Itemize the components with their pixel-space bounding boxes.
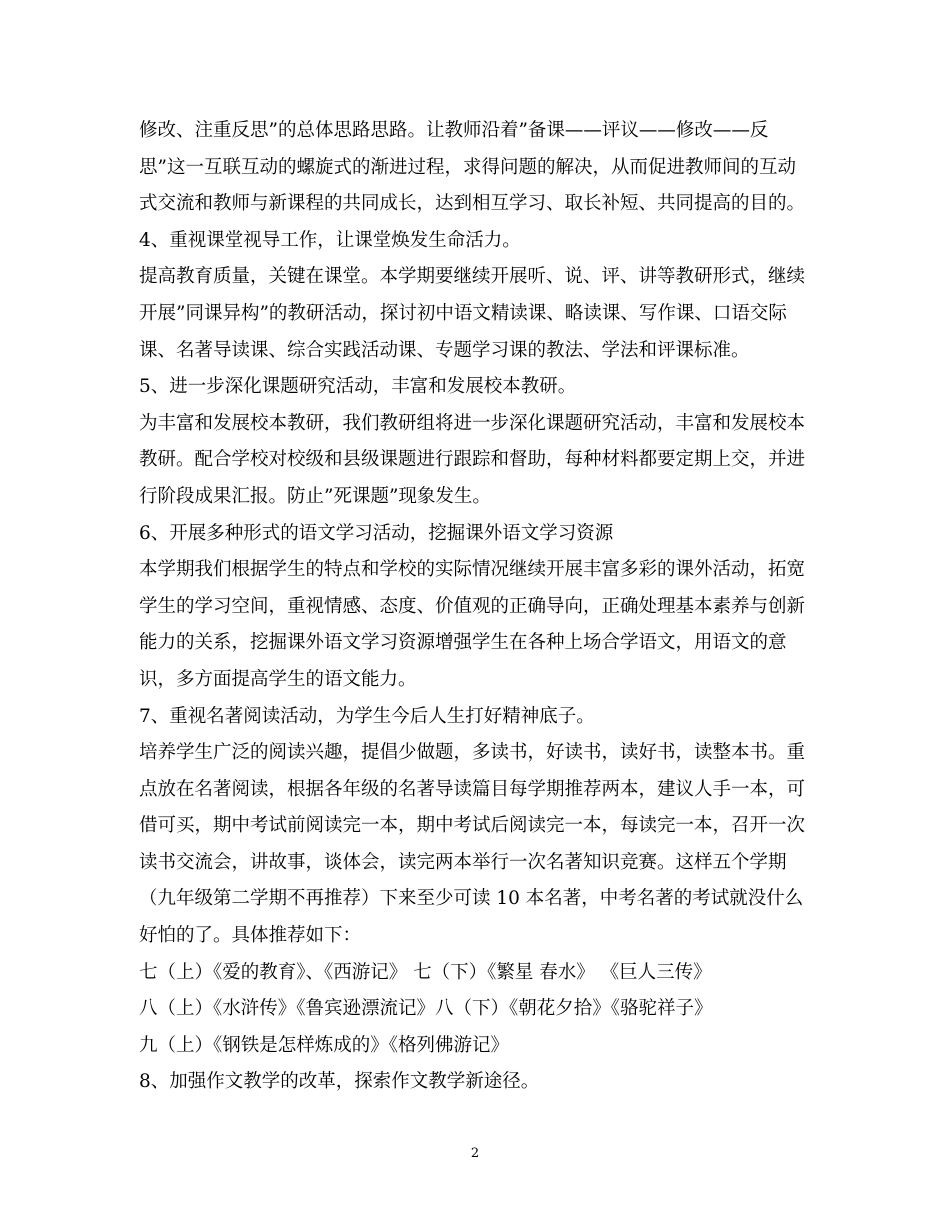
section-heading: 8、加强作文教学的改革，探索作文教学新途径。 bbox=[139, 1071, 540, 1093]
text-line: 识，多方面提高学生的语文能力。 bbox=[139, 668, 417, 690]
text-line: 提高教育质量，关键在课堂。本学期要继续开展听、说、评、讲等教研形式，继续 bbox=[139, 266, 806, 288]
text-line: 培养学生广泛的阅读兴趣，提倡少做题，多读书，好读书，读好书，读整本书。重 bbox=[139, 742, 806, 764]
text-line: 借可买，期中考试前阅读完一本，期中考试后阅读完一本，每读完一本，召开一次 bbox=[139, 815, 806, 837]
text-line: 学生的学习空间，重视情感、态度、价值观的正确导向，正确处理基本素养与创新 bbox=[139, 595, 806, 617]
text-line: 点放在名著阅读，根据各年级的名著导读篇目每学期推荐两本，建议人手一本，可 bbox=[139, 778, 806, 800]
text-line: 式交流和教师与新课程的共同成长，达到相互学习、取长补短、共同提高的目的。 bbox=[139, 193, 806, 215]
text-line: 本学期我们根据学生的特点和学校的实际情况继续开展丰富多彩的课外活动，拓宽 bbox=[139, 559, 806, 581]
page-number: 2 bbox=[470, 1146, 480, 1161]
book-list-line: 九（上）《钢铁是怎样炼成的》《格列佛游记》 bbox=[139, 1034, 510, 1056]
text-line: 能力的关系，挖掘课外语文学习资源增强学生在各种上场合学语文，用语文的意 bbox=[139, 632, 787, 654]
section-heading: 4、重视课堂视导工作，让课堂焕发生命活力。 bbox=[139, 229, 521, 251]
text-line: 读书交流会，讲故事，谈体会，读完两本举行一次名著知识竞赛。这样五个学期 bbox=[139, 851, 787, 873]
text-line: 思”这一互联互动的螺旋式的渐进过程，求得问题的解决，从而促进教师间的互动 bbox=[139, 156, 796, 178]
book-list-line: 七（上）《爱的教育》、《西游记》 七（下）《繁星 春水》 《巨人三传》 bbox=[139, 961, 712, 983]
text-line: 为丰富和发展校本教研，我们教研组将进一步深化课题研究活动，丰富和发展校本 bbox=[139, 412, 806, 434]
book-list-line: 八（上）《水浒传》《鲁宾逊漂流记》八（下）《朝花夕拾》《骆驼祥子》 bbox=[139, 998, 713, 1020]
text-line: 课、名著导读课、综合实践活动课、专题学习课的教法、学法和评课标准。 bbox=[139, 339, 750, 361]
section-heading: 6、开展多种形式的语文学习活动，挖掘课外语文学习资源 bbox=[139, 522, 614, 544]
section-heading: 7、重视名著阅读活动，为学生今后人生打好精神底子。 bbox=[139, 705, 595, 727]
text-line: 修改、注重反思”的总体思路思路。让教师沿着”备课——评议——修改——反 bbox=[139, 120, 769, 141]
text-line: 好怕的了。具体推荐如下： bbox=[139, 925, 362, 947]
text-line: 教研。配合学校对校级和县级课题进行跟踪和督助，每种材料都要定期上交，并进 bbox=[139, 449, 806, 471]
text-line: （九年级第二学期不再推荐）下来至少可读 10 本名著，中考名著的考试就没什么 bbox=[139, 888, 804, 910]
document-body bbox=[139, 113, 814, 1101]
text-line: 开展”同课异构”的教研活动，探讨初中语文精读课、略读课、写作课、口语交际 bbox=[139, 302, 787, 324]
text-line: 行阶段成果汇报。防止”死课题”现象发生。 bbox=[139, 485, 491, 507]
section-heading: 5、进一步深化课题研究活动，丰富和发展校本教研。 bbox=[139, 376, 577, 398]
